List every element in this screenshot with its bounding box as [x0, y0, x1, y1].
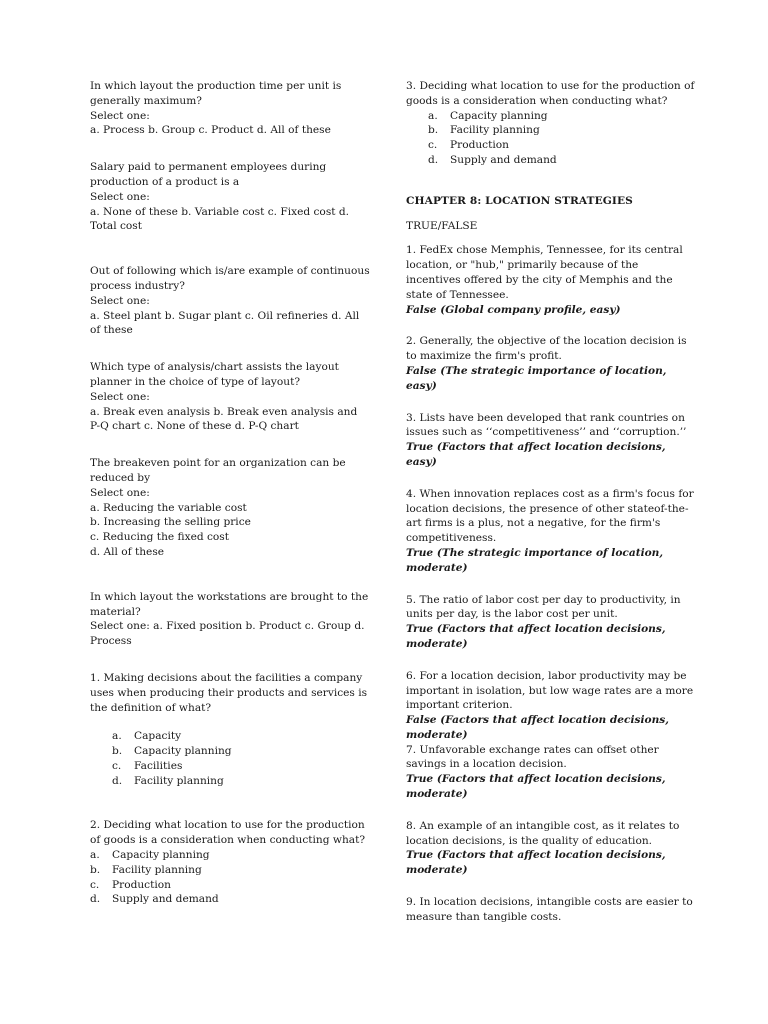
tf-question-text: 2. Generally, the objective of the location decision is to maximize the firm's profit.	[406, 335, 687, 363]
option-list	[90, 848, 370, 907]
question-stem: The breakeven point for an organization can be reduced by	[90, 457, 346, 484]
option-letter: d.	[428, 153, 439, 166]
tf-question	[406, 243, 696, 317]
option-text: Facility planning	[112, 863, 202, 876]
select-one-label: Select one:	[90, 390, 150, 403]
select-one-label: Select one:	[90, 294, 150, 307]
tf-question-text: 4. When innovation replaces cost as a firm's focus for location decisions, the presence of other stateof-the-art firms is a plus, not a negative, for the firm's competitiveness.	[406, 487, 694, 545]
question-stem: In which layout the workstations are brought to the material?	[90, 590, 369, 618]
tf-answer: True (Factors that affect location decisions, moderate)	[406, 773, 666, 801]
tf-answer: True (The strategic importance of location, moderate)	[406, 546, 664, 574]
question-options: a. Break even analysis b. Break even analysis and P-Q chart c. None of these d. P-Q chart	[90, 405, 358, 433]
question-breakeven	[90, 456, 370, 560]
option-item	[90, 892, 370, 907]
option-letter: a.	[112, 730, 122, 743]
tf-answer: False (Factors that affect location decisions, moderate)	[406, 714, 669, 741]
question-location-production	[90, 818, 370, 907]
tf-question	[406, 669, 696, 743]
question-options: a. Process b. Group c. Product d. All of these	[90, 124, 331, 137]
question-options: a. Steel plant b. Sugar plant c. Oil refineries d. All of these	[90, 309, 360, 337]
option-item	[90, 848, 370, 863]
question-stem: Out of following which is/are example of continuous process industry?	[90, 265, 370, 292]
tf-question-text: 9. In location decisions, intangible costs are easier to measure than tangible costs.	[406, 896, 693, 923]
question-stem: 1. Making decisions about the facilities a company uses when producing their products and services is the definition of what?	[90, 671, 368, 714]
option-line: a. Reducing the variable cost	[90, 501, 247, 514]
tf-question	[406, 487, 696, 576]
option-list	[90, 729, 370, 788]
option-letter: d.	[112, 774, 123, 787]
question-continuous-process	[90, 264, 370, 338]
tf-answer: False (Global company profile, easy)	[406, 303, 621, 316]
option-list	[406, 109, 696, 168]
option-text: Capacity	[134, 730, 182, 743]
question-salary	[90, 160, 370, 234]
right-column	[406, 79, 696, 942]
option-item	[90, 863, 370, 878]
option-letter: a.	[428, 109, 438, 122]
option-item	[428, 109, 696, 124]
question-stem: Which type of analysis/chart assists the layout planner in the choice of type of layout?	[90, 361, 339, 388]
select-one-label: Select one:	[90, 486, 150, 499]
option-text: Production	[112, 878, 171, 891]
option-line: c. Reducing the fixed cost	[90, 531, 229, 544]
tf-answer: True (Factors that affect location decisions, moderate)	[406, 623, 666, 650]
chapter-heading: CHAPTER 8: LOCATION STRATEGIES	[406, 194, 633, 207]
option-item	[428, 123, 696, 138]
option-item	[428, 138, 696, 153]
option-text: Capacity planning	[134, 745, 232, 758]
question-facility-definition	[90, 671, 370, 789]
option-text: Supply and demand	[450, 153, 557, 166]
question-stem: 2. Deciding what location to use for the production of goods is a consideration when conducting what?	[90, 819, 366, 847]
option-text: Facilities	[134, 759, 183, 772]
tf-question	[406, 895, 696, 925]
left-column	[90, 79, 370, 929]
tf-question	[406, 819, 696, 878]
option-text: Capacity planning	[112, 849, 210, 862]
option-letter: c.	[112, 759, 122, 772]
tf-question-text: 8. An example of an intangible cost, as it relates to location decisions, is the quality of education.	[406, 819, 680, 847]
tf-question	[406, 593, 696, 652]
tf-question	[406, 411, 696, 470]
option-letter: c.	[428, 139, 438, 152]
option-line: d. All of these	[90, 545, 165, 558]
option-letter: a.	[90, 849, 100, 862]
tf-answer: False (The strategic importance of location, easy)	[406, 364, 667, 392]
option-letter: d.	[90, 893, 101, 906]
option-text: Production	[450, 139, 509, 152]
tf-question	[406, 334, 696, 393]
question-analysis-chart	[90, 360, 370, 434]
option-item	[112, 729, 370, 744]
option-item	[428, 153, 696, 168]
option-item	[90, 878, 370, 893]
tf-answer: True (Factors that affect location decisions, moderate)	[406, 849, 666, 877]
question-workstations	[90, 590, 370, 649]
question-stem: 3. Deciding what location to use for the production of goods is a consideration when conducting what?	[406, 80, 695, 107]
question-stem: In which layout the production time per unit is generally maximum?	[90, 80, 342, 107]
option-text: Facility planning	[450, 124, 540, 137]
tf-question	[406, 743, 696, 802]
tf-answer: True (Factors that affect location decisions, easy)	[406, 441, 666, 468]
tf-question-text: 1. FedEx chose Memphis, Tennessee, for its central location, or "hub," primarily because of the incentives offered by the city of Memphis and the state of Tennessee.	[406, 244, 683, 301]
option-line: b. Increasing the selling price	[90, 516, 251, 529]
option-item	[112, 759, 370, 774]
question-options: a. None of these b. Variable cost c. Fixed cost d. Total cost	[90, 205, 350, 233]
tf-question-text: 3. Lists have been developed that rank countries on issues such as ‘‘competitiveness’’ and ‘‘corruption.’’	[406, 411, 687, 439]
select-one-label: Select one:	[90, 109, 150, 122]
option-letter: b.	[112, 745, 123, 758]
tf-question-text: 7. Unfavorable exchange rates can offset other savings in a location decision.	[406, 743, 659, 771]
option-letter: b.	[90, 863, 101, 876]
option-item	[112, 774, 370, 789]
section-label: TRUE/FALSE	[406, 219, 478, 232]
question-location-conducting	[406, 79, 696, 168]
question-options: Select one: a. Fixed position b. Product c. Group d. Process	[90, 620, 365, 648]
option-text: Capacity planning	[450, 109, 548, 122]
option-text: Supply and demand	[112, 893, 219, 906]
tf-question-text: 5. The ratio of labor cost per day to productivity, in units per day, is the labor cost per unit.	[406, 593, 681, 621]
select-one-label: Select one:	[90, 190, 150, 203]
option-item	[112, 744, 370, 759]
option-letter: b.	[428, 124, 439, 137]
tf-question-text: 6. For a location decision, labor productivity may be important in isolation, but low wage rates are a more important criterion.	[406, 669, 694, 712]
option-letter: c.	[90, 878, 100, 891]
option-text: Facility planning	[134, 774, 224, 787]
question-stem: Salary paid to permanent employees during production of a product is a	[90, 161, 327, 188]
question-layout-time	[90, 79, 370, 138]
